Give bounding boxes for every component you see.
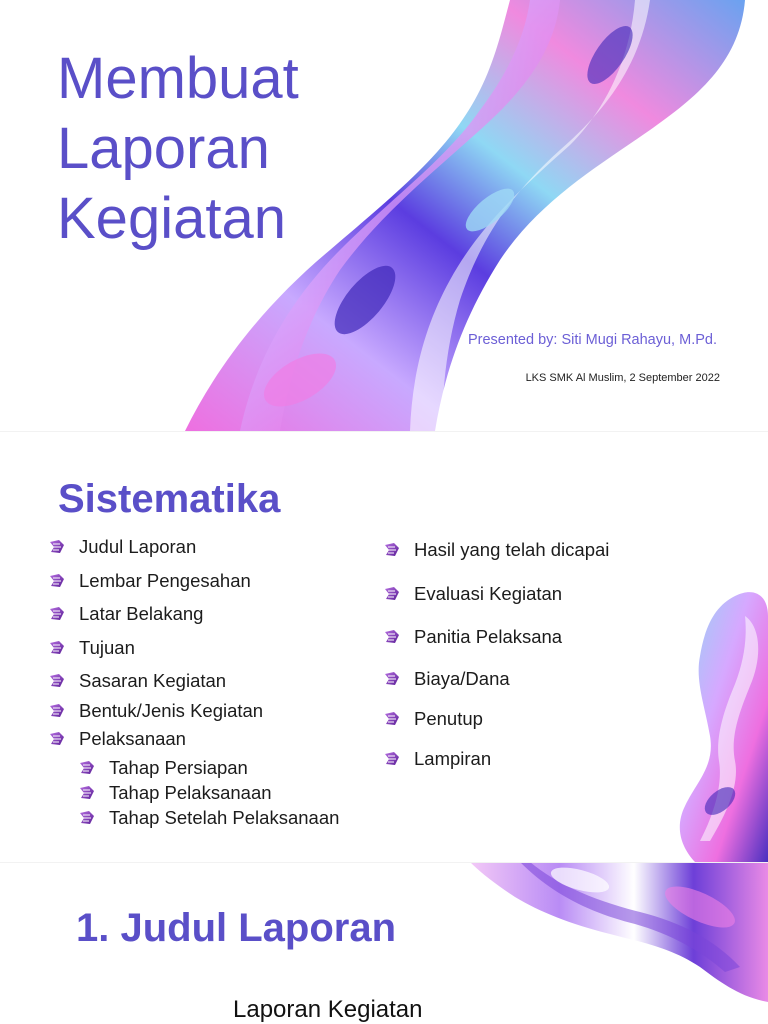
list-item — [384, 539, 609, 561]
list-item — [384, 668, 510, 690]
list-item — [49, 670, 226, 692]
bullet-icon — [49, 674, 65, 688]
list-item — [49, 700, 263, 722]
list-item — [49, 536, 196, 558]
sub-list-item-label: Tahap Setelah Pelaksanaan — [109, 807, 340, 828]
event-venue-date: LKS SMK Al Muslim, 2 September 2022 — [525, 372, 720, 384]
section-slide — [0, 862, 768, 1024]
sub-list-item — [79, 807, 339, 829]
list-item-label: Biaya/Dana — [414, 668, 510, 689]
list-item — [49, 728, 186, 750]
slide-divider — [0, 862, 768, 863]
title-slide — [0, 0, 768, 431]
bullet-icon — [49, 641, 65, 655]
sub-list-item — [79, 757, 248, 779]
bullet-icon — [49, 574, 65, 588]
sub-list-item — [79, 782, 272, 804]
list-item-label: Panitia Pelaksana — [414, 626, 563, 647]
bullet-icon — [79, 786, 95, 800]
bullet-icon — [384, 752, 400, 766]
list-item-label: Lembar Pengesahan — [79, 570, 251, 591]
outline-slide — [0, 431, 768, 862]
list-item-label: Hasil yang telah dicapai — [414, 539, 610, 560]
holographic-fabric-image — [470, 862, 768, 1002]
title-line: Kegiatan — [57, 186, 286, 251]
bullet-icon — [49, 704, 65, 718]
bullet-icon — [49, 540, 65, 554]
list-item-label: Judul Laporan — [79, 536, 197, 557]
list-item — [49, 570, 251, 592]
section-title: 1. Judul Laporan — [76, 906, 397, 950]
list-item-label: Bentuk/Jenis Kegiatan — [79, 700, 264, 721]
list-item — [384, 626, 562, 648]
bullet-icon — [49, 607, 65, 621]
list-item-label: Evaluasi Kegiatan — [414, 583, 563, 604]
list-item — [384, 583, 562, 605]
outline-title: Sistematika — [58, 477, 281, 521]
list-item — [384, 708, 483, 730]
presentation-title — [57, 44, 397, 254]
bullet-icon — [384, 672, 400, 686]
bullet-icon — [384, 587, 400, 601]
list-item-label: Pelaksanaan — [79, 728, 186, 749]
bullet-icon — [79, 761, 95, 775]
list-item-label: Sasaran Kegiatan — [79, 670, 227, 691]
section-subtitle: Laporan Kegiatan — [233, 996, 423, 1023]
list-item — [49, 603, 203, 625]
title-line: Laporan — [57, 116, 270, 181]
bullet-icon — [384, 712, 400, 726]
list-item — [49, 637, 135, 659]
list-item — [384, 748, 491, 770]
sub-list-item-label: Tahap Pelaksanaan — [109, 782, 272, 803]
bullet-icon — [79, 811, 95, 825]
list-item-label: Penutup — [414, 708, 483, 729]
bullet-icon — [49, 732, 65, 746]
list-item-label: Lampiran — [414, 748, 492, 769]
sub-list-item-label: Tahap Persiapan — [109, 757, 248, 778]
list-item-label: Tujuan — [79, 637, 135, 658]
holographic-blob-image — [675, 586, 768, 862]
title-line: Membuat — [57, 46, 299, 111]
bullet-icon — [384, 630, 400, 644]
presenter-name: Presented by: Siti Mugi Rahayu, M.Pd. — [467, 332, 717, 348]
list-item-label: Latar Belakang — [79, 603, 204, 624]
slide-divider — [0, 431, 768, 432]
bullet-icon — [384, 543, 400, 557]
